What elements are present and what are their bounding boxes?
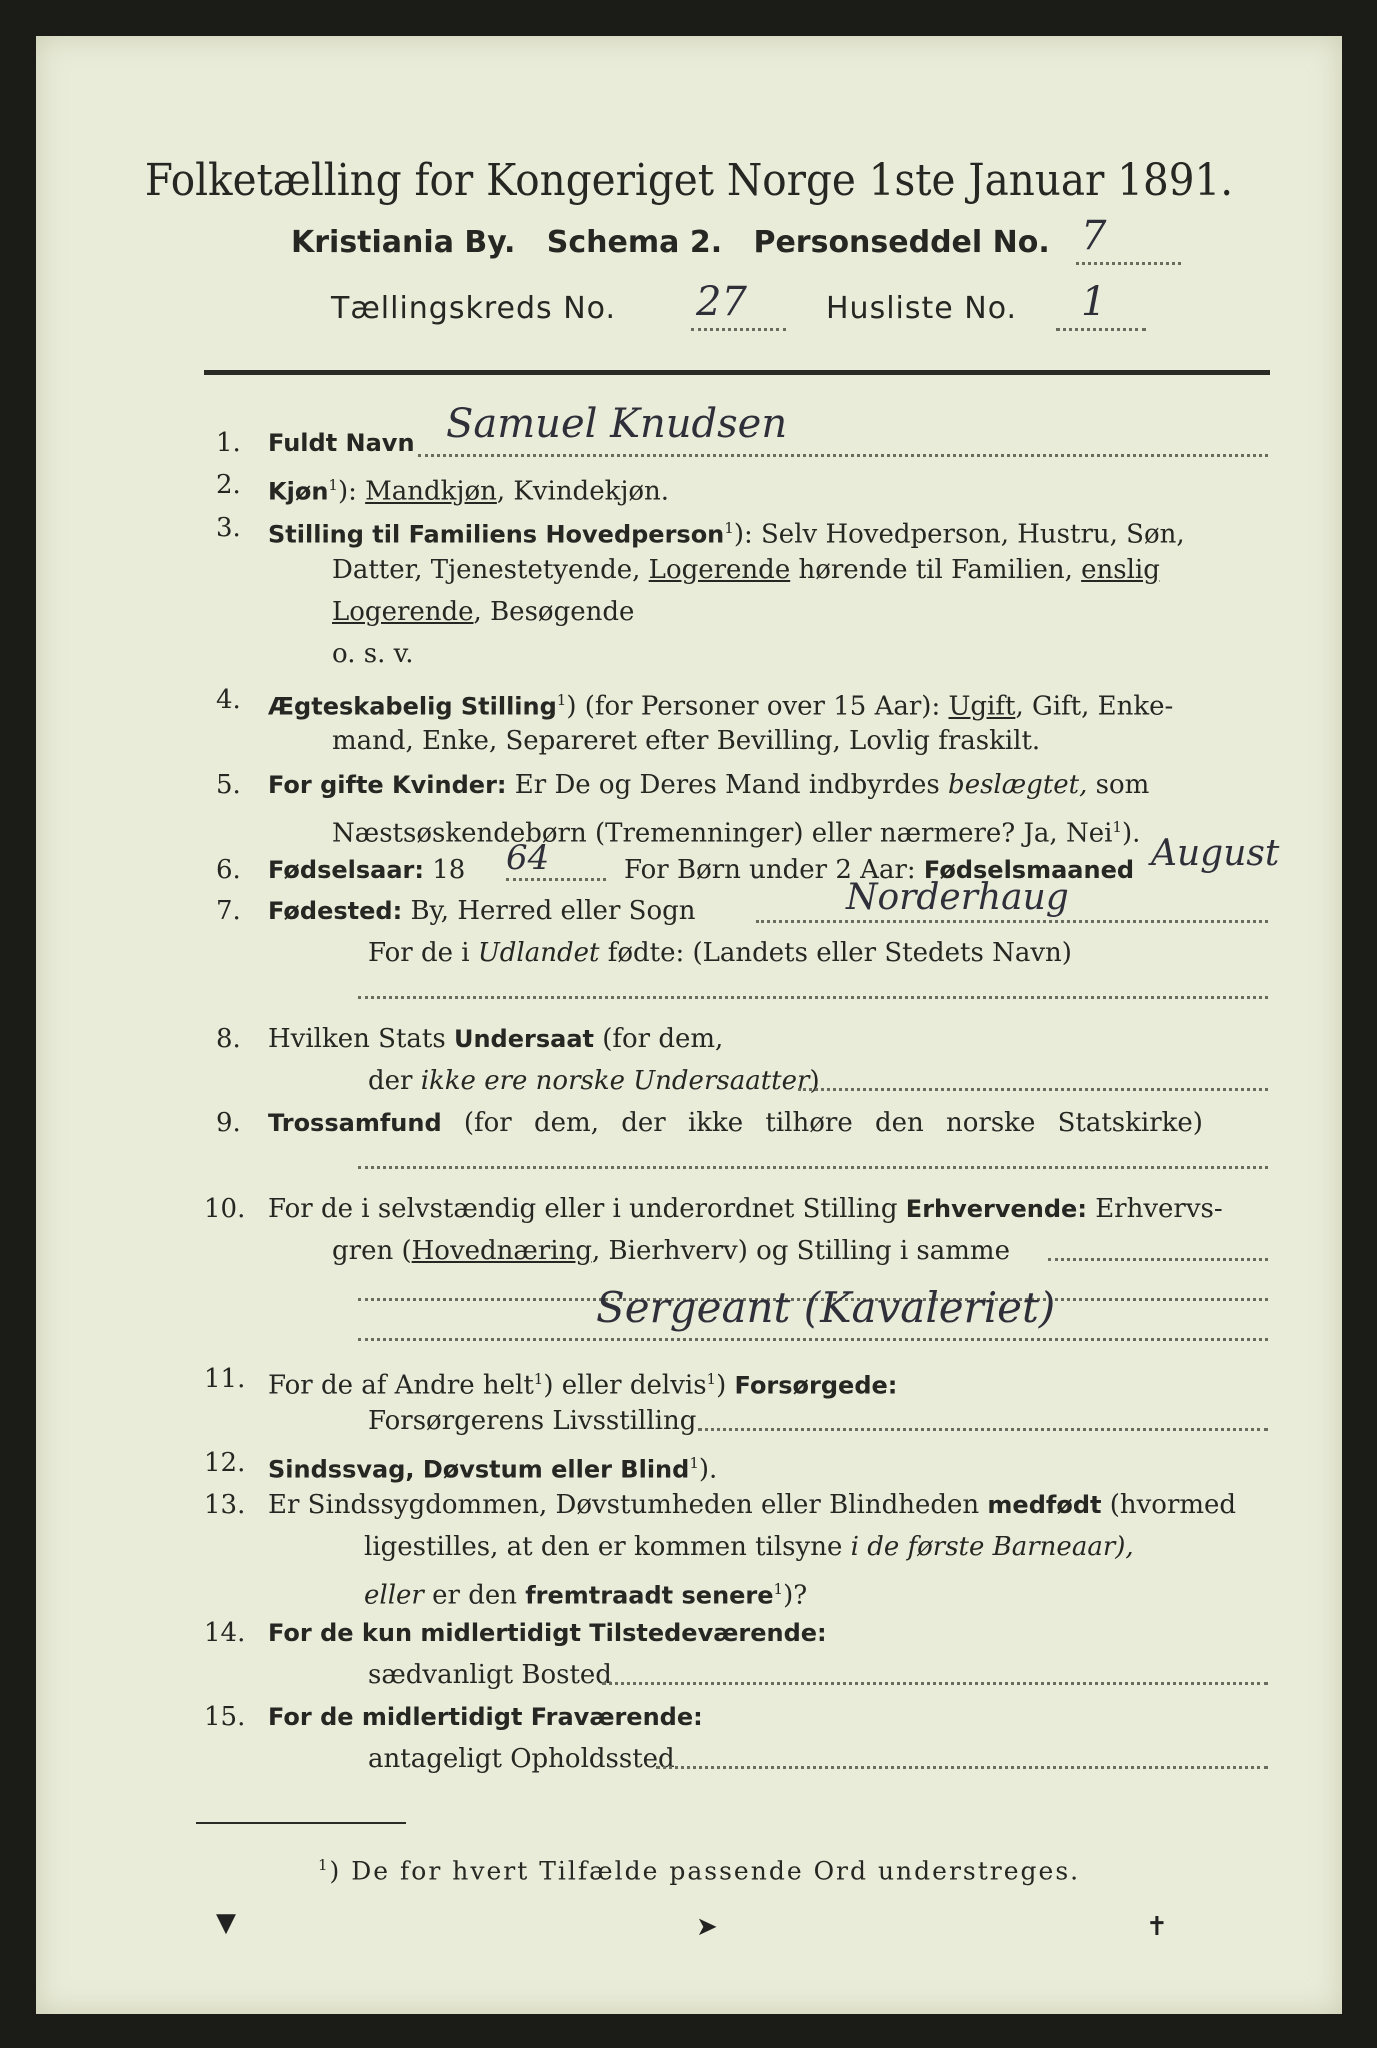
usual-residence-dotline [602,1682,1268,1685]
header-rule [204,370,1270,375]
supported-line-1: For de af Andre helt$^1$) eller delvis$^1$) Forsørgede: [268,1370,898,1401]
birthplace-line-1: Fødested: By, Herred eller Sogn [268,896,696,926]
item-number-10: 10. [204,1194,246,1224]
hovednaering-underlined: Hovednæring [411,1236,592,1266]
household-position-line-1: Stilling til Familiens Hovedperson$^1$): Selv Hovedperson, Hustru, Søn, [268,519,1185,550]
temporary-present-label: For de kun midlertidigt Tilstedeværende: [268,1619,827,1647]
header-line-2: Kristiania By. Schema 2. Personseddel No. [291,225,1050,260]
birth-year-value: 64 [506,838,550,878]
supported-line-2: Forsørgerens Livsstilling [368,1406,697,1436]
ugift-underlined: Ugift [948,691,1016,722]
birthplace-dotline [756,920,1268,923]
item-number-11: 11. [204,1364,246,1394]
birth-month-label: For Børn under 2 Aar: Fødselsmaaned [624,855,1135,885]
form-title: Folketælling for Kongeriget Norge 1ste Januar 1891. [144,155,1234,206]
occupation-line-1: For de i selvstændig eller i underordnet Stilling Erhvervende: Erhvervs- [268,1194,1223,1224]
header-line-3: Tællingskreds No. [331,291,616,326]
usual-residence-label: sædvanligt Bosted [368,1660,612,1690]
personseddel-dotline [1076,262,1181,265]
citizenship-dotline [798,1088,1268,1091]
temporary-absent-label: For de midlertidigt Fraværende: [268,1703,703,1731]
item-number-7: 7. [216,896,241,926]
census-form-sheet [36,36,1342,2014]
occupation-dotline-3 [358,1338,1268,1341]
husliste-number: 1 [1081,279,1107,325]
gender-line: Kjøn$^1$): Mandkjøn, Kvindekjøn. [268,476,670,507]
birthplace-abroad-dotline [358,996,1268,999]
item-number-14: 14. [204,1618,246,1648]
footnote-rule [196,1822,406,1824]
marital-status-line-2: mand, Enke, Separeret efter Bevilling, Lovlig fraskilt. [332,726,1041,756]
probable-residence-dotline [656,1766,1268,1769]
married-women-line-1: For gifte Kvinder: Er De og Deres Mand indbyrdes beslægtet, som [268,770,1150,800]
religion-dotline [358,1166,1268,1169]
item-number-13: 13. [204,1490,246,1520]
congenital-line-2: ligestilles, at den er kommen tilsyne i de første Barneaar), [364,1532,1134,1562]
citizenship-line-2: der ikke ere norske Undersaatter) [368,1066,820,1096]
registration-mark-right: ✝ [1146,1912,1168,1942]
item-number-3: 3. [216,513,241,543]
item-number-8: 8. [216,1024,241,1054]
birth-year-dotline [506,878,606,881]
marital-status-line-1: Ægteskabelig Stilling$^1$) (for Personer over 15 Aar): Ugift, Gift, Enke- [268,691,1174,722]
kreds-dotline [691,328,786,331]
personseddel-number: 7 [1081,213,1107,259]
enslig-underlined: enslig [1081,555,1160,585]
item-number-1: 1. [216,428,241,458]
birth-year-line: Fødselsaar: 18 [268,855,466,885]
gender-male-underlined: Mandkjøn [365,476,497,507]
husliste-label: Husliste No. [826,291,1018,326]
occupation-value: Sergeant (Kavaleriet) [596,1283,1056,1332]
birthplace-line-2: For de i Udlandet fødte: (Landets eller Stedets Navn) [368,938,1072,968]
item-number-2: 2. [216,470,241,500]
occupation-dotline-1 [1048,1258,1268,1261]
item-number-4: 4. [216,685,241,715]
probable-residence-label: antageligt Opholdssted [368,1744,675,1774]
full-name-label: Fuldt Navn [268,429,415,457]
married-women-line-2: Næstsøskendebørn (Tremenninger) eller nærmere? Ja, Nei$^1$). [332,818,1141,849]
congenital-line-3: eller er den fremtraadt senere$^1$)? [364,1580,808,1611]
occupation-line-2: gren (Hovednæring, Bierhverv) og Stilling i samme [332,1236,1010,1266]
item-number-6: 6. [216,855,241,885]
item-number-5: 5. [216,770,241,800]
logerende-underlined: Logerende [648,555,791,585]
birth-month-value: August [1151,833,1280,874]
kreds-number: 27 [696,279,747,325]
household-position-line-2: Datter, Tjenestetyende, Logerende hørende til Familien, enslig [332,555,1160,585]
religion-line: Trossamfund (for dem, der ikke tilhøre den norske Statskirke) [268,1108,1203,1138]
registration-mark-left: ▼ [216,1908,236,1938]
birthplace-value: Norderhaug [846,877,1069,918]
registration-mark-center: ➤ [696,1912,718,1942]
item-number-12: 12. [204,1448,246,1478]
logerende-2-underlined: Logerende [332,597,474,627]
household-position-line-4: o. s. v. [332,639,414,669]
citizenship-line-1: Hvilken Stats Undersaat (for dem, [268,1024,724,1054]
disability-line: Sindssvag, Døvstum eller Blind$^1$). [268,1454,718,1485]
household-position-line-3: Logerende, Besøgende [332,597,635,627]
husliste-dotline [1056,328,1146,331]
full-name-value: Samuel Knudsen [446,401,788,447]
item-number-9: 9. [216,1108,241,1138]
item-number-15: 15. [204,1702,246,1732]
congenital-line-1: Er Sindssygdommen, Døvstumheden eller Blindheden medfødt (hvormed [268,1490,1237,1520]
footnote: $^1$) De for hvert Tilfælde passende Ord understreges. [318,1856,1081,1886]
full-name-dotline [418,454,1268,457]
supporter-dotline [698,1428,1268,1431]
